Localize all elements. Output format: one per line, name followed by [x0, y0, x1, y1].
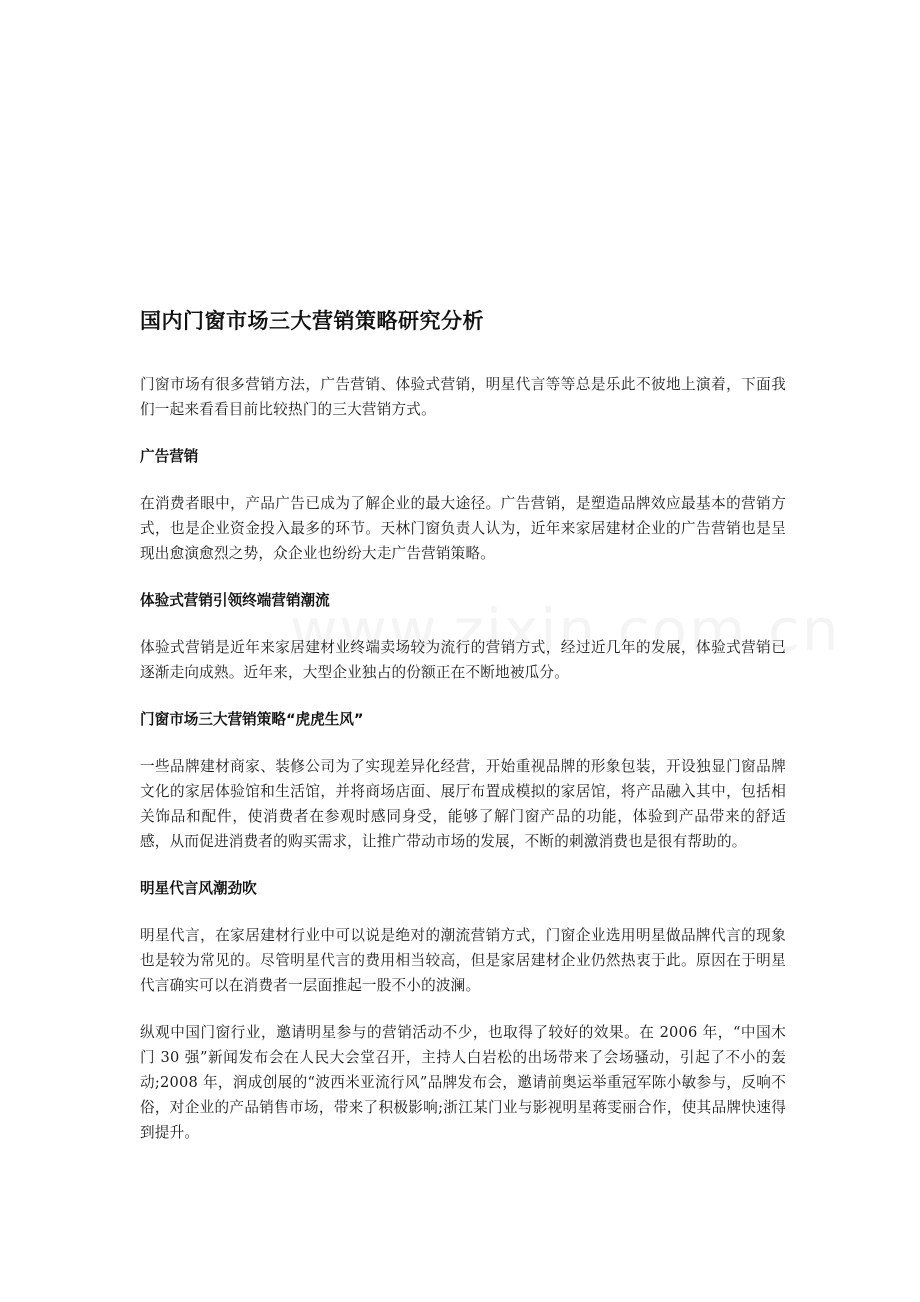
section-heading: 门窗市场三大营销策略“虎虎生风”: [140, 711, 364, 728]
section-paragraph: 明星代言，在家居建材行业中可以说是绝对的潮流营销方式，门窗企业选用明星做品牌代言的现象也是较为常见的。尽管明星代言的费用相当较高，但是家居建材企业仍然热衷于此。原因在于明星代言确实可以在消费者一层面推起一股不小的波澜。: [140, 927, 786, 994]
section-paragraph: 纵观中国门窗行业，邀请明星参与的营销活动不少，也取得了较好的效果。在 2006 年，“中国木门 30 强”新闻发布会在人民大会堂召开，主持人白岩松的出场带来了会场骚动，引起了不小的轰动;2008 年，润成创展的“波西米亚流行风”品牌发布会，邀请前奥运举重冠军陈小敏参与，反响不俗，对企业的产品销售市场，带来了积极影响;浙江某门业与影视明星蒋雯丽合作，使其品牌快速得到提升。: [140, 1024, 786, 1141]
section-heading: 广告营销: [140, 448, 199, 465]
section-heading: 体验式营销引领终端营销潮流: [140, 592, 330, 609]
section-paragraph: 体验式营销是近年来家居建材业终端卖场较为流行的营销方式，经过近几年的发展，体验式营销已逐渐走向成熟。近年来，大型企业独占的份额正在不断地被瓜分。: [140, 639, 786, 681]
section-celebrity: [140, 876, 786, 1145]
section-heading: 明星代言风潮劲吹: [140, 880, 257, 897]
document-title: 国内门窗市场三大营销策略研究分析: [140, 309, 484, 333]
intro-paragraph: 门窗市场有很多营销方法，广告营销、体验式营销，明星代言等等总是乐此不彼地上演着，下面我们一起来看看目前比较热门的三大营销方式。: [140, 376, 786, 418]
section-strategies: [140, 707, 786, 854]
section-experiential: [140, 588, 786, 685]
section-advertising: [140, 444, 786, 566]
document-body: [140, 306, 786, 1167]
section-paragraph: 一些品牌建材商家、装修公司为了实现差异化经营，开始重视品牌的形象包装，开设独显门窗品牌文化的家居体验馆和生活馆，并将商场店面、展厅布置成模拟的家居馆，将产品融入其中，包括相关饰品和配件，使消费者在参观时感同身受，能够了解门窗产品的功能，体验到产品带来的舒适感，从而促进消费者的购买需求，让推广带动市场的发展，不断的刺激消费也是很有帮助的。: [140, 758, 786, 850]
section-paragraph: 在消费者眼中，产品广告已成为了解企业的最大途径。广告营销，是塑造品牌效应最基本的营销方式，也是企业资金投入最多的环节。天林门窗负责人认为，近年来家居建材企业的广告营销也是呈现出愈演愈烈之势，众企业也纷纷大走广告营销策略。: [140, 495, 786, 562]
